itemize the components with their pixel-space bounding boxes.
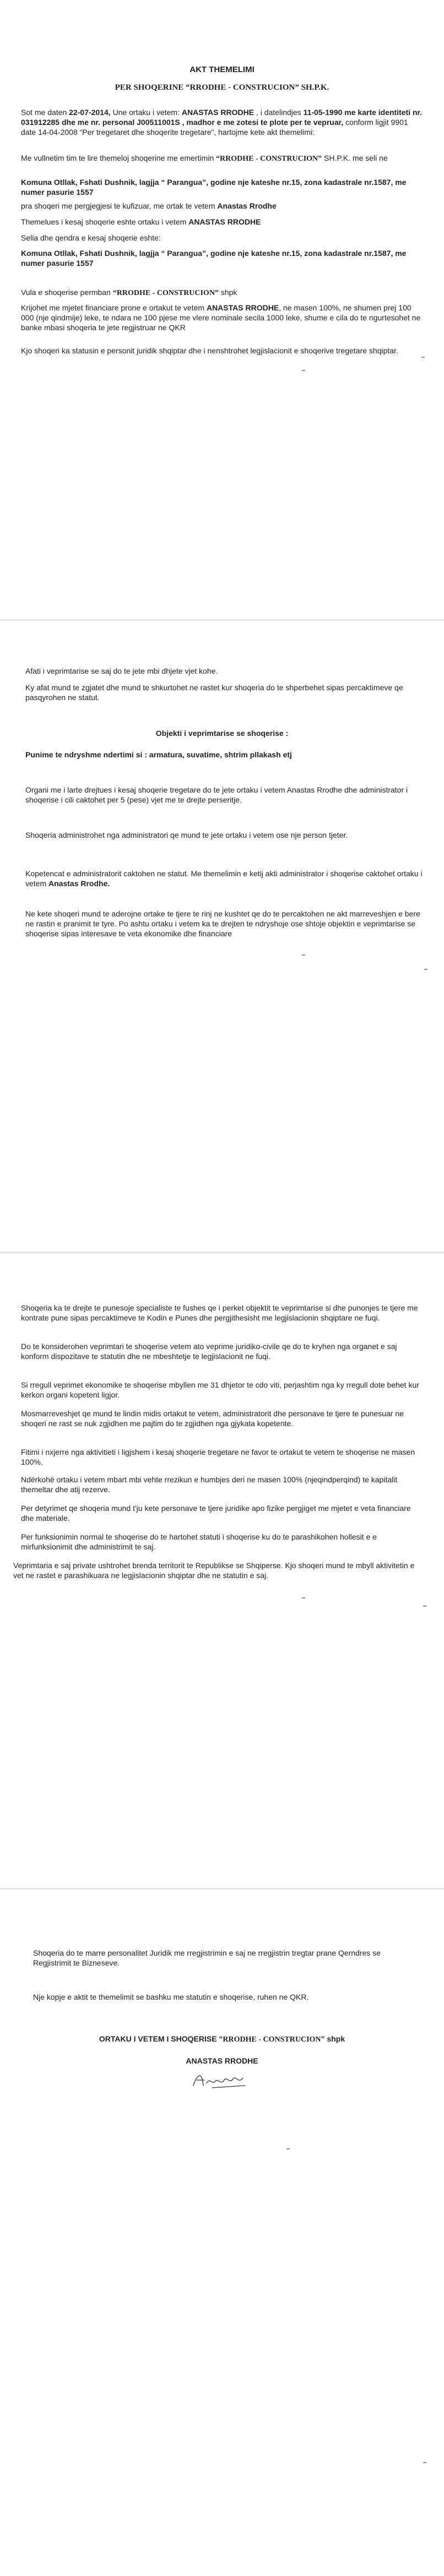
paragraph-legal-status: Kjo shoqeri ka statusin e personit juridik shqiptar dhe i nenshtrohet legjislacionit e shoqerive tregetare shqiptar. xyxy=(21,346,398,355)
intro-c: , i datelindjes xyxy=(254,108,304,117)
scan-mark xyxy=(424,969,427,970)
paragraph-disputes: Mosmarreveshjet qe mund te lindin midis ortakut te vetem, administratorit dhe personave te tjere te punesuar ne shoqeri ne rast se nuk zgjidhen me pajtim do te zgjidhen nga gjykata kopetente. xyxy=(21,1409,404,1428)
subtitle-prefix: PER SHOQERINE “ xyxy=(115,83,190,92)
paragraph-llc xyxy=(21,201,423,211)
paragraph-risk: Ndërkohë ortaku i vetem mbart mbi vehte rrezikun e humbjes deri ne masen 100% (njeqindperqind) te kapitalit themeltar dhe atij rezerve. xyxy=(21,1475,398,1494)
page-2 xyxy=(0,621,444,1252)
stamp-b: shpk xyxy=(218,288,237,297)
paragraph-founding xyxy=(21,153,423,164)
paragraph-liabilities: Per detyrimet qe shoqeria mund t'ju kete personave te tjere juridike apo fizike pergjiget me mjetet e veta financiare dhe materiale. xyxy=(21,1504,411,1522)
intro-f: conform ligjit 9901 date 14-04-2008 “Per tregetaret dhe shoqerite tregetare”, hartojme kete akt themelimi: xyxy=(21,118,408,137)
paragraph-new-partners: Ne kete shoqeri mund te aderojne ortake te tjere te rinj ne kushtet qe do te percaktohen ne akt marreveshjen e bere ne rastin e pranimit te tyre. Po ashtu ortaku i vetem ka te drejten te ndryshoje ose shtoje objektin e veprimtarise se shoqerise sipas interesave te veta ekonomike dhe financiare xyxy=(25,909,420,938)
paragraph-extension: Ky afat mund te zgjatet dhe mund te shkurtohet ne rastet kur shoqeria do te shperbehet sipas percaktimeve qe pasqyrohen ne statut. xyxy=(25,683,403,702)
paragraph-employment: Shoqeria ka te drejte te punesoje specialiste te fushes qe i perket objektit te veprimtarise si dhe punonjes te tjere me kontrate pune sipas percaktimeve te Kodin e Punes dhe pergjithesisht me legjislacionin shqiptare ne fuqi. xyxy=(21,1303,418,1322)
capital-b: , ne masen 100%, ne shumen prej 100 000 (nje qindmije) leke, te ndara ne 100 pjese me vlere nominale secila 1000 leke, shume e cila do te ngurtesohet ne banke mbasi shoqeria te jete regjistruar ne QKR xyxy=(21,303,421,332)
paragraph-governing-organ: Organi me i larte drejtues i kesaj shoqerie tregetare do te jete ortaku i vetem Anastas Rrodhe dhe administrator i shoqerise i cili caktohet per 5 (pese) vjet me te drejte perseritje. xyxy=(25,785,408,804)
closing-company: RRODHE - CONSTRUCION xyxy=(223,2035,321,2044)
page-3 xyxy=(0,1253,444,1888)
scan-mark xyxy=(423,1606,426,1607)
paragraph-stamp xyxy=(21,287,423,298)
llc-name: Anastas Rrodhe xyxy=(217,201,277,210)
address-1: Komuna Otllak, Fshati Dushnik, lagjja “ Parangua”, godine nje kateshe nr.15, zona kadastrale nr.1587, me numer pasurie 1557 xyxy=(21,178,407,197)
paragraph-copy: Nje kopje e aktit te themelimit se bashku me statutin e shoqerise, ruhen ne QKR. xyxy=(33,1993,309,2001)
document-title: AKT THEMELIMI xyxy=(189,65,255,74)
subtitle-suffix: ” SH.P.K. xyxy=(295,83,329,92)
intro-name: ANASTAS RRODHE xyxy=(181,108,255,117)
paragraph-intro xyxy=(21,107,423,137)
intro-e: dhe me nr. personal J00511001S , madhor e me zotesi te plote per te vepruar, xyxy=(61,118,344,127)
founder-name: ANASTAS RRODHE xyxy=(188,217,261,226)
closing-b: ” shpk xyxy=(321,2034,345,2043)
objective-text: Punime te ndryshme ndertimi si : armatura, suvatime, shtrim pllakash etj xyxy=(25,750,292,759)
capital-a: Krijohet me mjetet financiare prone e ortakut te vetem xyxy=(21,303,207,312)
founding-company: “RRODHE - CONSTRUCION” xyxy=(216,155,322,163)
paragraph-founder xyxy=(21,217,423,227)
paragraph-capital xyxy=(21,303,423,332)
founding-a: Me vullnetim tim te lire themeloj shoqerine me emertimin xyxy=(21,154,216,162)
page-1 xyxy=(0,0,444,619)
paragraph-statute: Per funksionimin normal te shoqerise do te hartohet statuti i shoqerise ku do te parashikohen hollesit e e mirfunksionimit dhe administrimit te saj. xyxy=(21,1532,377,1551)
intro-a: Sot me daten xyxy=(21,108,69,117)
llc-a: pra shoqeri me pergjegjesi te kufizuar, me ortak te vetem xyxy=(21,201,218,210)
intro-date: 22-07-2014, xyxy=(69,108,111,117)
paragraph-seat: Selia dhe qendra e kesaj shoqerie eshte: xyxy=(21,233,161,242)
intro-dob-id: 11-05-1990 me karte identiteti nr. 031912285 xyxy=(21,108,423,127)
paragraph-administration: Shoqeria administrohet nga administratori qe mund te jete ortaku i vetem ose nje person tjeter. xyxy=(25,831,348,839)
subtitle-company: RRODHE - CONSTRUCION xyxy=(189,83,295,92)
intro-b: Une ortaku i vetem: xyxy=(110,108,182,117)
stamp-company: “RRODHE - CONSTRUCION” xyxy=(112,289,219,297)
stamp-a: Vula e shoqerise permban xyxy=(21,288,113,297)
paragraph-territory: Veprimtaria e saj private ushtrohet brenda territorit te Republikse se Shqiperse. Kjo shoqeri mund te mbyll aktivitetin e vet ne rastet e parashikuara ne legjislacionin shqiptar dhe ne statutin e saj. xyxy=(13,1561,415,1580)
page-4 xyxy=(0,1890,444,2576)
paragraph-fiscal-year: Si rregull veprimet ekonomike te shoqerise mbyllen me 31 dhjetor te cdo viti, perjashtim nga ky rregull dote behet kur kerkon organi kopetent ligjor. xyxy=(21,1380,419,1399)
signature-image xyxy=(190,2069,254,2091)
paragraph-duration: Afati i veprimtarise se saj do te jete mbi dhjete vjet kohe. xyxy=(25,667,218,675)
paragraph-legal-personality: Shoqeria do te marre personalitet Juridik me rregjistrimin e saj ne rregjistrin tregtar prane Qerndres se Regjistrimit te Bizneseve. xyxy=(33,1949,381,1967)
scan-mark xyxy=(302,1597,305,1598)
competences-a: Kopetencat e administratorit caktohen ne statut. Me themelimin e ketij akti administrator i shoqerise caktohet ortaku i vetem xyxy=(25,869,423,888)
closing-a: ORTAKU I VETEM I SHOQERISE “ xyxy=(99,2034,223,2043)
address-2: Komuna Otllak, Fshati Dushnik, lagjja “ Parangua”, godine nje kateshe nr.15, zona kadastrale nr.1587, me numer pasurie 1557 xyxy=(21,249,407,268)
capital-name: ANASTAS RRODHE xyxy=(206,303,279,312)
paragraph-competences xyxy=(25,869,427,888)
scan-mark xyxy=(423,2462,426,2463)
founding-b: SH.P.K. me seli ne xyxy=(322,154,388,162)
founder-a: Themelues i kesaj shoqerie eshte ortaku i vetem xyxy=(21,217,189,226)
competences-name: Anastas Rrodhe. xyxy=(48,879,110,888)
closing-line xyxy=(21,2034,423,2045)
scan-mark xyxy=(421,357,425,358)
paragraph-civil-actions: Do te konsiderohen veprimtari te shoqerise vetem ato veprime juridiko-civile qe do te kryhen nga organet e saj konform dispozitave te statutin dhe ne mbeshtetje te legjislacionit ne fuqi. xyxy=(21,1342,397,1361)
signatory-name: ANASTAS RRODHE xyxy=(186,2056,258,2065)
scan-mark xyxy=(302,370,305,371)
objective-heading: Objekti i veprimtarise se shoqerise : xyxy=(155,729,289,738)
scan-mark xyxy=(302,954,305,956)
document-subtitle xyxy=(21,83,423,92)
scan-mark xyxy=(286,2148,290,2149)
paragraph-profit: Fitimi i nxjerre nga aktivitieti i ligjshem i kesaj shoqerie tregetare ne favor te ortakut te vetem te shoqerise ne masen 100%. xyxy=(21,1448,415,1466)
